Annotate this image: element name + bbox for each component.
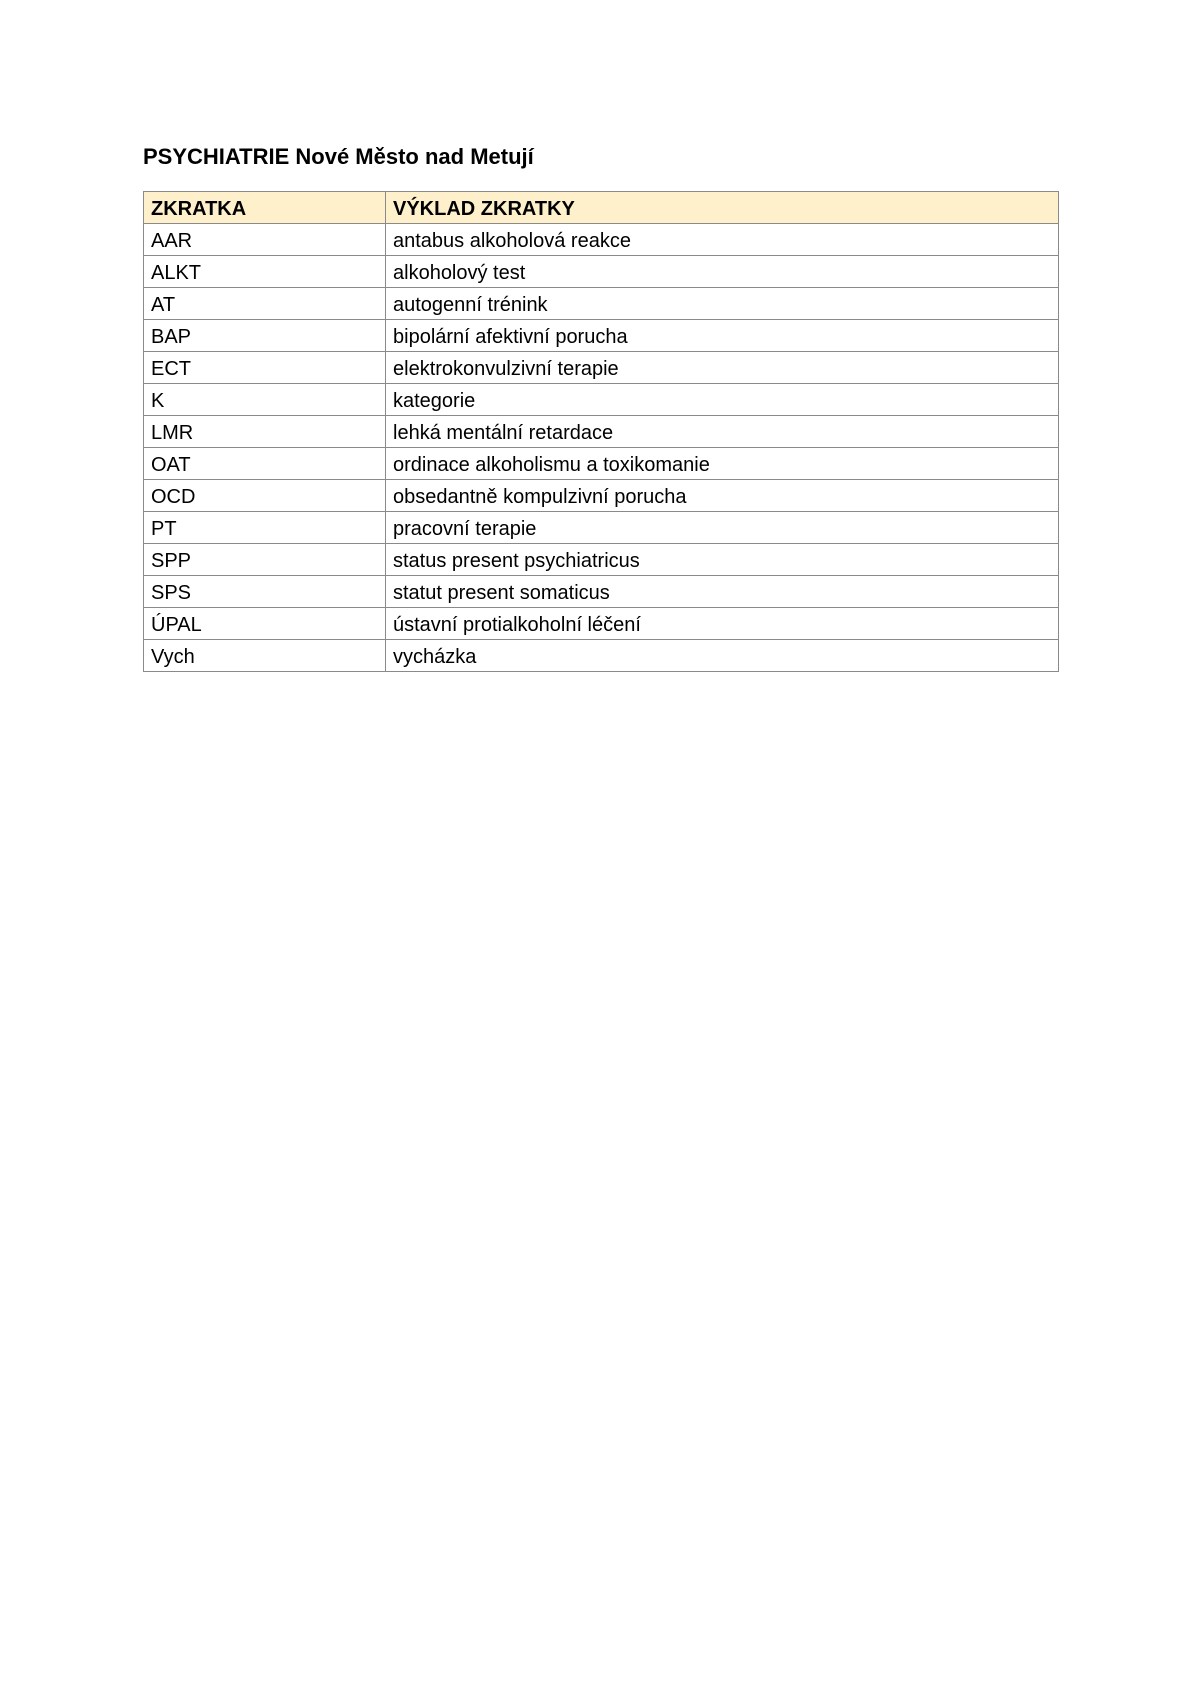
abbreviation-cell: BAP xyxy=(144,320,386,352)
abbreviation-cell: K xyxy=(144,384,386,416)
table-row xyxy=(144,512,1059,544)
table-row xyxy=(144,640,1059,672)
abbreviation-cell: AT xyxy=(144,288,386,320)
abbreviation-table xyxy=(143,191,1059,672)
table-row xyxy=(144,224,1059,256)
table-row xyxy=(144,384,1059,416)
table-row xyxy=(144,256,1059,288)
explanation-cell: ordinace alkoholismu a toxikomanie xyxy=(386,448,1059,480)
abbreviation-cell: ALKT xyxy=(144,256,386,288)
table-row xyxy=(144,448,1059,480)
explanation-cell: ústavní protialkoholní léčení xyxy=(386,608,1059,640)
table-row xyxy=(144,544,1059,576)
abbreviation-cell: ECT xyxy=(144,352,386,384)
table-row xyxy=(144,320,1059,352)
table-row xyxy=(144,352,1059,384)
abbreviation-cell: OAT xyxy=(144,448,386,480)
explanation-cell: statut present somaticus xyxy=(386,576,1059,608)
explanation-cell: antabus alkoholová reakce xyxy=(386,224,1059,256)
explanation-cell: lehká mentální retardace xyxy=(386,416,1059,448)
table-row xyxy=(144,576,1059,608)
abbreviation-cell: SPP xyxy=(144,544,386,576)
page-title: PSYCHIATRIE Nové Město nad Metují xyxy=(143,144,534,169)
explanation-cell: obsedantně kompulzivní porucha xyxy=(386,480,1059,512)
abbreviation-cell: LMR xyxy=(144,416,386,448)
column-header-explanation: VÝKLAD ZKRATKY xyxy=(386,192,1059,224)
table-header-row xyxy=(144,192,1059,224)
column-header-abbreviation: ZKRATKA xyxy=(144,192,386,224)
abbreviation-cell: AAR xyxy=(144,224,386,256)
abbreviation-cell: ÚPAL xyxy=(144,608,386,640)
table-row xyxy=(144,480,1059,512)
table-row xyxy=(144,416,1059,448)
explanation-cell: status present psychiatricus xyxy=(386,544,1059,576)
explanation-cell: bipolární afektivní porucha xyxy=(386,320,1059,352)
abbreviation-cell: OCD xyxy=(144,480,386,512)
explanation-cell: alkoholový test xyxy=(386,256,1059,288)
abbreviation-cell: SPS xyxy=(144,576,386,608)
table-row xyxy=(144,608,1059,640)
explanation-cell: vycházka xyxy=(386,640,1059,672)
abbreviation-cell: Vych xyxy=(144,640,386,672)
abbreviation-cell: PT xyxy=(144,512,386,544)
explanation-cell: autogenní trénink xyxy=(386,288,1059,320)
explanation-cell: elektrokonvulzivní terapie xyxy=(386,352,1059,384)
explanation-cell: kategorie xyxy=(386,384,1059,416)
table-row xyxy=(144,288,1059,320)
explanation-cell: pracovní terapie xyxy=(386,512,1059,544)
